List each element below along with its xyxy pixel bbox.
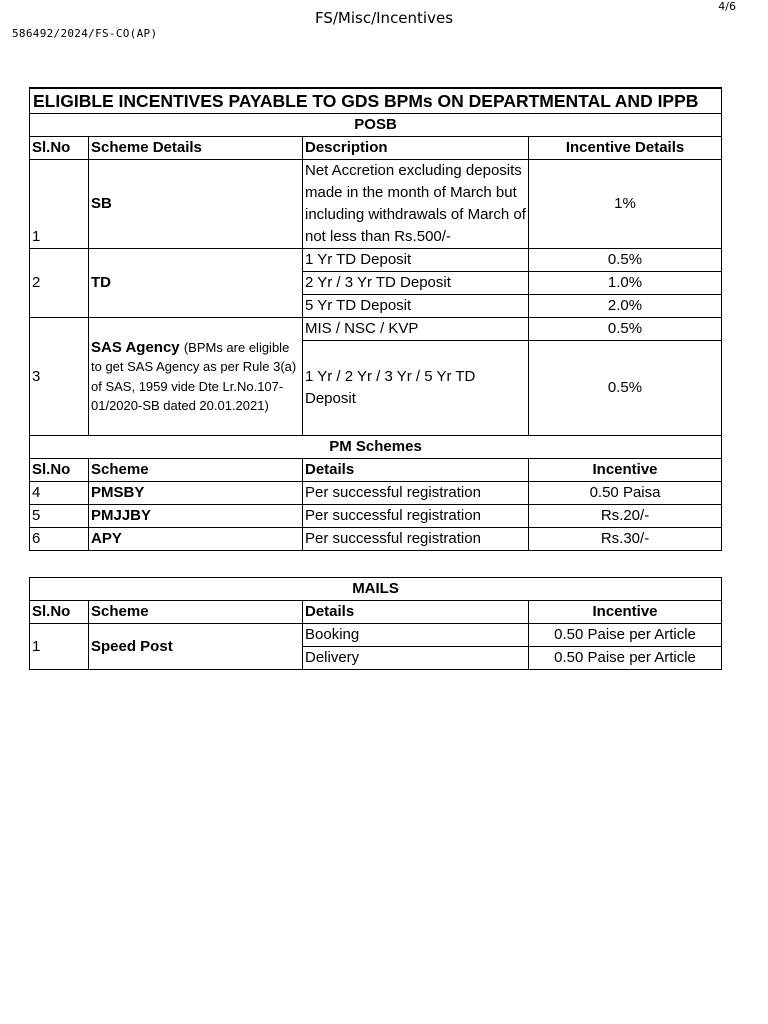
header-details: Details — [303, 459, 529, 482]
cell-incentive: 0.50 Paise per Article — [529, 624, 722, 647]
cell-incentive: 0.50 Paisa — [529, 482, 722, 505]
header-scheme: Scheme — [89, 601, 303, 624]
cell-scheme: Speed Post — [89, 624, 303, 670]
table-row — [30, 505, 722, 528]
table-row — [30, 482, 722, 505]
header-slno: Sl.No — [30, 459, 89, 482]
cell-details: Per successful registration — [303, 505, 529, 528]
sas-scheme-note: (BPMs are eligible to get SAS Agency as per Rule 3(a) of SAS, 1959 vide Dte Lr.No.107-01/2020-SB dated 20.01.2021) — [91, 339, 297, 413]
cell-description: 2 Yr / 3 Yr TD Deposit — [303, 272, 529, 295]
header-title: FS/Misc/Incentives — [314, 9, 454, 27]
header-incentive: Incentive — [529, 601, 722, 624]
cell-details: Per successful registration — [303, 482, 529, 505]
cell-scheme: PMJJBY — [89, 505, 303, 528]
header-incentive-details: Incentive Details — [529, 137, 722, 160]
header-details: Details — [303, 601, 529, 624]
cell-slno: 3 — [30, 318, 89, 436]
table-header-row — [30, 137, 722, 160]
cell-details: Delivery — [303, 647, 529, 670]
cell-description: MIS / NSC / KVP — [303, 318, 529, 341]
cell-incentive: 0.50 Paise per Article — [529, 647, 722, 670]
cell-incentive: 1% — [529, 160, 722, 249]
header-scheme-details: Scheme Details — [89, 137, 303, 160]
cell-slno: 5 — [30, 505, 89, 528]
table-row — [30, 160, 722, 249]
page-number: 4/6 — [718, 0, 736, 13]
cell-description: 1 Yr TD Deposit — [303, 249, 529, 272]
table-row — [30, 528, 722, 551]
cell-scheme-sas — [89, 318, 303, 436]
table-row — [30, 249, 722, 272]
cell-incentive: Rs.20/- — [529, 505, 722, 528]
header-slno: Sl.No — [30, 137, 89, 160]
cell-slno: 4 — [30, 482, 89, 505]
cell-incentive: 1.0% — [529, 272, 722, 295]
cell-incentive: Rs.30/- — [529, 528, 722, 551]
incentives-table — [29, 87, 722, 551]
table-header-row — [30, 601, 722, 624]
cell-details: Per successful registration — [303, 528, 529, 551]
header-slno: Sl.No — [30, 601, 89, 624]
header-scheme: Scheme — [89, 459, 303, 482]
cell-description: Net Accretion excluding deposits made in the month of March but including withdrawals of March of not less than Rs.500/- — [303, 160, 529, 249]
table-row — [30, 624, 722, 647]
cell-incentive: 0.5% — [529, 249, 722, 272]
table-header-row — [30, 459, 722, 482]
table-row — [30, 318, 722, 341]
reference-number: 586492/2024/FS-CO(AP) — [12, 27, 158, 40]
sas-scheme-name: SAS Agency — [91, 338, 180, 356]
header-description: Description — [303, 137, 529, 160]
cell-slno: 2 — [30, 249, 89, 318]
cell-scheme: SB — [89, 160, 303, 249]
cell-scheme: PMSBY — [89, 482, 303, 505]
cell-incentive: 0.5% — [529, 318, 722, 341]
section-posb: POSB — [30, 114, 722, 137]
section-mails: MAILS — [30, 578, 722, 601]
cell-description: 1 Yr / 2 Yr / 3 Yr / 5 Yr TD Deposit — [303, 341, 529, 436]
cell-scheme: TD — [89, 249, 303, 318]
cell-scheme: APY — [89, 528, 303, 551]
cell-slno: 6 — [30, 528, 89, 551]
cell-slno: 1 — [30, 160, 89, 249]
header-incentive: Incentive — [529, 459, 722, 482]
mails-table — [29, 577, 722, 670]
cell-slno: 1 — [30, 624, 89, 670]
cell-details: Booking — [303, 624, 529, 647]
cell-description: 5 Yr TD Deposit — [303, 295, 529, 318]
table-title: ELIGIBLE INCENTIVES PAYABLE TO GDS BPMs ON DEPARTMENTAL AND IPPB — [30, 88, 722, 114]
section-pm-schemes: PM Schemes — [30, 436, 722, 459]
cell-incentive: 2.0% — [529, 295, 722, 318]
cell-incentive: 0.5% — [529, 341, 722, 436]
